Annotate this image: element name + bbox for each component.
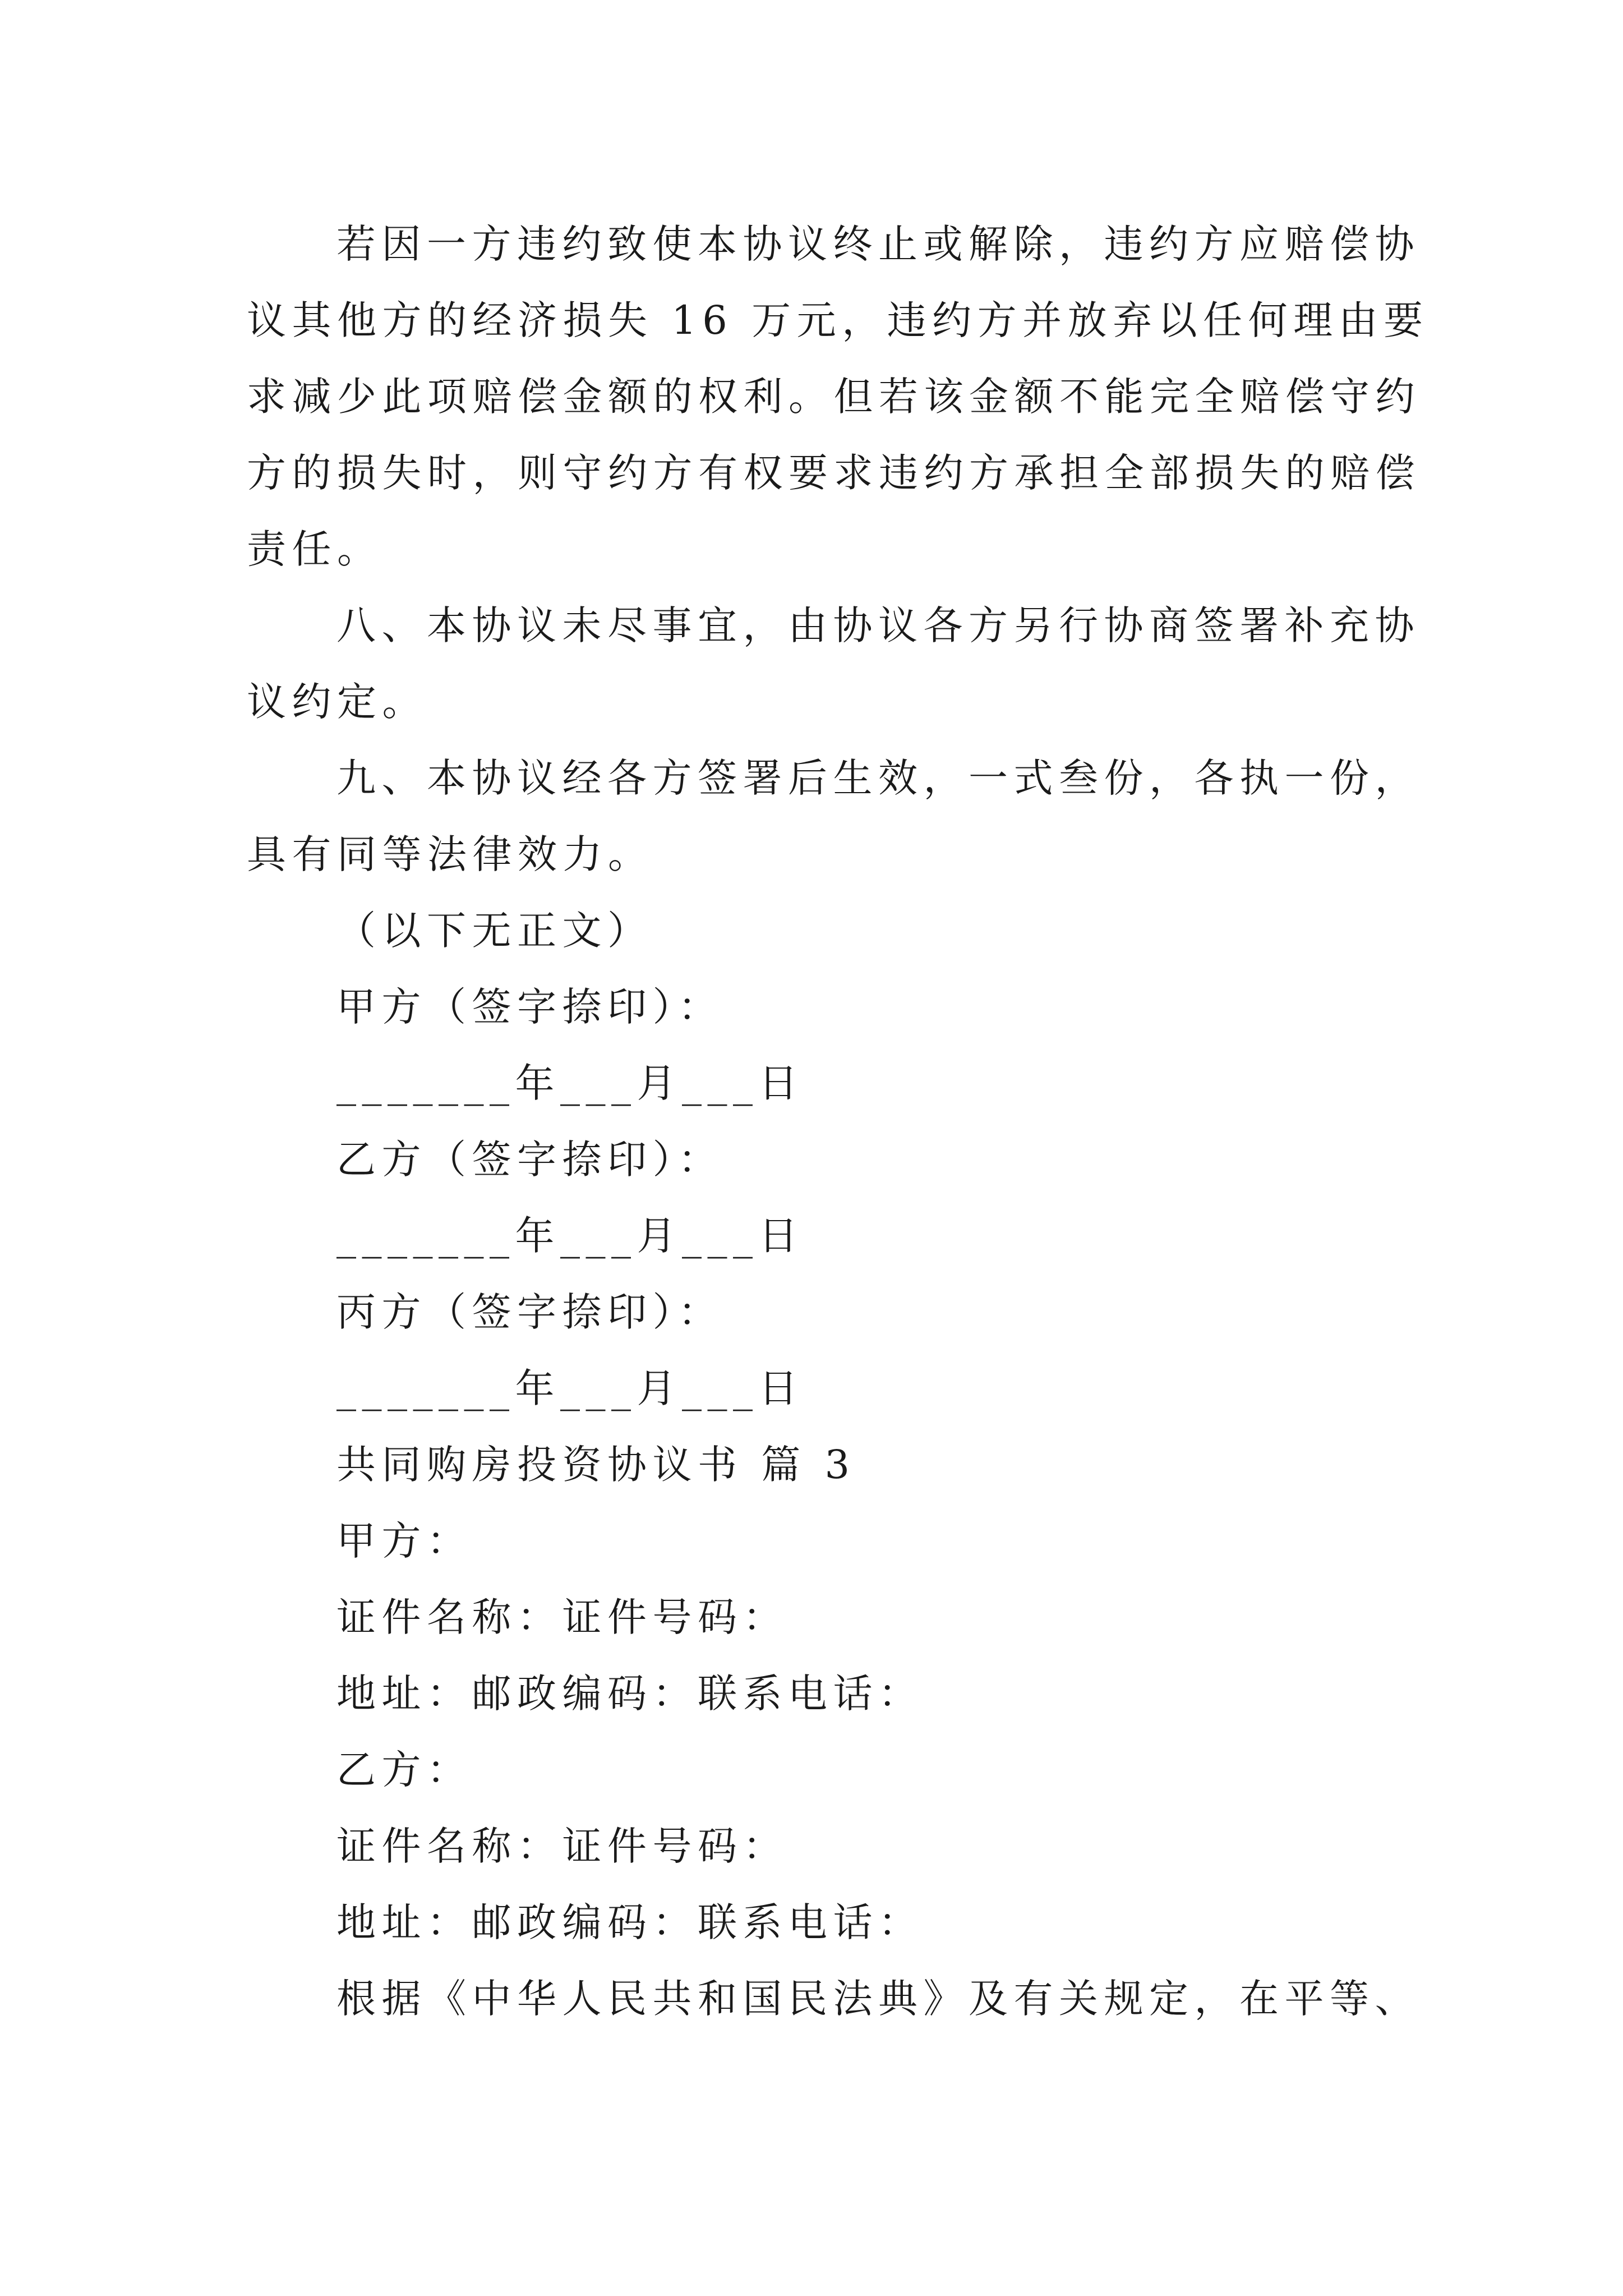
signature-label-party-b: 乙方（签字捺印）： — [336, 1137, 723, 1182]
date-line-party-c: _______年___月___日 — [336, 1365, 804, 1411]
party-b-address-line: 地址：邮政编码：联系电话： — [336, 1899, 924, 1945]
no-body-text-note: （以下无正文） — [336, 908, 653, 954]
paragraph-line: 议约定。 — [247, 679, 427, 725]
paragraph-line: 八、本协议未尽事宜，由协议各方另行协商签署补充协 — [336, 602, 1420, 648]
paragraph-line: 责任。 — [247, 526, 382, 572]
party-b-label: 乙方： — [336, 1747, 472, 1793]
paragraph-line: 议其他方的经济损失 16 万元，违约方并放弃以任何理由要 — [247, 297, 1429, 343]
signature-label-party-a: 甲方（签字捺印）： — [336, 984, 723, 1030]
party-a-id-line: 证件名称：证件号码： — [336, 1594, 788, 1640]
date-line-party-b: _______年___月___日 — [336, 1213, 804, 1259]
paragraph-line: 具有同等法律效力。 — [247, 831, 653, 877]
party-a-address-line: 地址：邮政编码：联系电话： — [336, 1671, 924, 1717]
signature-label-party-c: 丙方（签字捺印）： — [336, 1289, 723, 1335]
section-title: 共同购房投资协议书 篇 3 — [336, 1442, 856, 1488]
party-b-id-line: 证件名称：证件号码： — [336, 1823, 788, 1869]
date-line-party-a: _______年___月___日 — [336, 1060, 804, 1106]
paragraph-line: 方的损失时，则守约方有权要求违约方承担全部损失的赔偿 — [247, 450, 1421, 496]
paragraph-line: 根据《中华人民共和国民法典》及有关规定，在平等、 — [336, 1976, 1420, 2022]
paragraph-line: 若因一方违约致使本协议终止或解除，违约方应赔偿协 — [336, 221, 1420, 267]
paragraph-line: 九、本协议经各方签署后生效，一式叁份，各执一份， — [336, 755, 1420, 801]
party-a-label: 甲方： — [336, 1518, 472, 1564]
paragraph-line: 求减少此项赔偿金额的权利。但若该金额不能完全赔偿守约 — [247, 374, 1421, 420]
